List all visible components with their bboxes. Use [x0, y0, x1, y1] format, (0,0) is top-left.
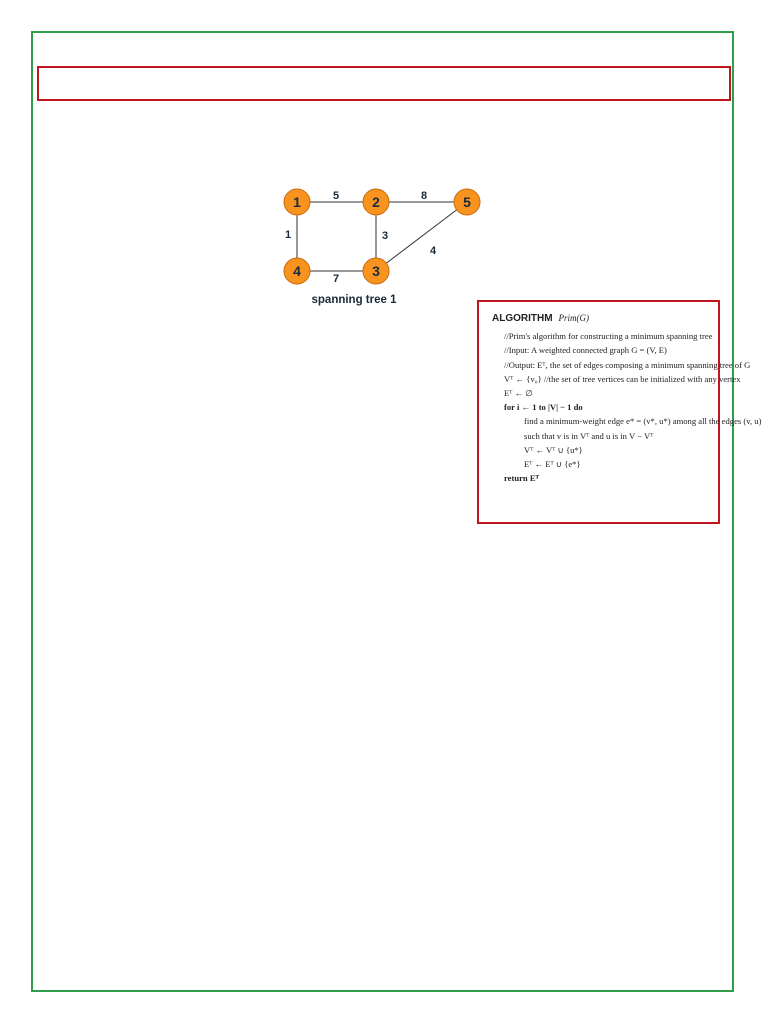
- algorithm-line: for i ← 1 to |V| − 1 do: [504, 402, 583, 413]
- algorithm-line: Eᵀ ← ∅: [504, 388, 533, 399]
- node-label-3: 3: [372, 263, 380, 279]
- edge-weight-4-3: 7: [332, 273, 340, 285]
- algorithm-line: Vᵀ ← {v₀} //the set of tree vertices can be initialized with any vertex: [504, 373, 741, 384]
- algorithm-line: Vᵀ ← Vᵀ ∪ {u*}: [524, 444, 583, 455]
- graph-caption: spanning tree 1: [311, 294, 397, 306]
- node-label-2: 2: [372, 194, 380, 210]
- algorithm-line: such that v is in Vᵀ and u is in V − Vᵀ: [524, 430, 654, 441]
- node-label-5: 5: [463, 194, 471, 210]
- algorithm-line: //Prim's algorithm for constructing a minimum spanning tree: [504, 331, 713, 342]
- algorithm-keyword: ALGORITHM: [492, 313, 553, 324]
- algorithm-line: //Input: A weighted connected graph G = (V, E): [504, 345, 667, 356]
- title-box: [37, 66, 731, 101]
- spanning-tree-graph: [270, 180, 500, 315]
- algorithm-name: Prim(G): [558, 313, 590, 323]
- edge-weight-1-4: 1: [284, 229, 292, 241]
- algorithm-header: [492, 311, 712, 326]
- node-label-1: 1: [293, 194, 301, 210]
- algorithm-line: find a minimum-weight edge e* = (v*, u*) among all the edges (v, u): [524, 416, 762, 427]
- algorithm-line: Eᵀ ← Eᵀ ∪ {e*}: [524, 459, 581, 470]
- edge-weight-2-5: 8: [420, 190, 428, 202]
- algorithm-line: return Eᵀ: [504, 473, 539, 484]
- algorithm-box: [477, 300, 762, 524]
- edge-weight-1-2: 5: [332, 190, 340, 202]
- edge-weight-2-3: 3: [382, 230, 389, 242]
- algorithm-line: //Output: Eᵀ, the set of edges composing a minimum spanning tree of G: [504, 359, 751, 370]
- edge-3-5: [376, 202, 467, 271]
- edge-weight-3-5: 4: [429, 245, 437, 257]
- node-label-4: 4: [293, 263, 301, 279]
